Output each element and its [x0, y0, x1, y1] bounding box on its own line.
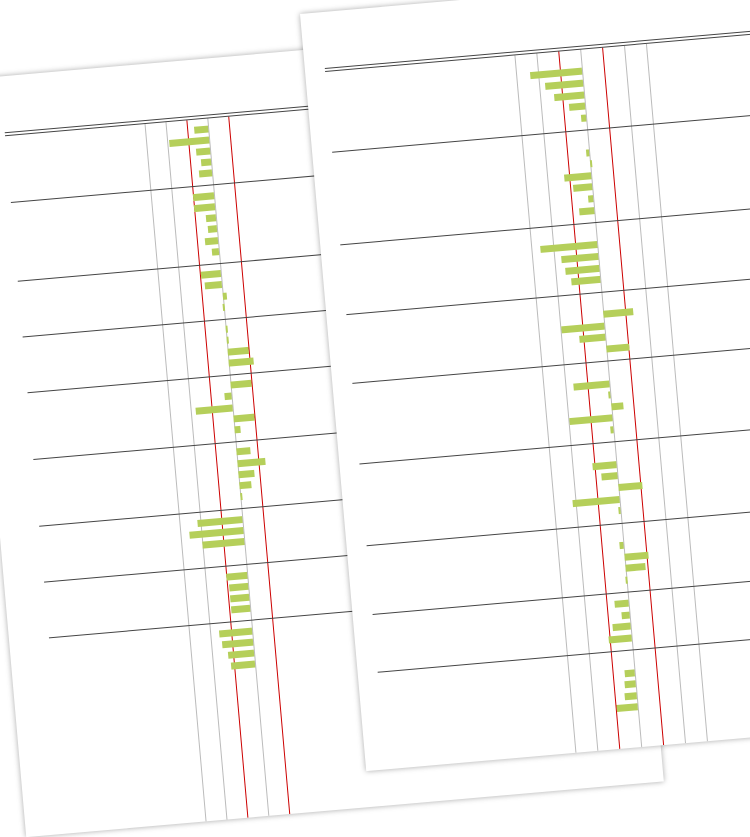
index-bar: [601, 472, 618, 480]
index-bar: [592, 461, 617, 470]
index-bar: [221, 638, 253, 648]
index-bar: [228, 650, 255, 659]
index-bar: [200, 159, 211, 167]
index-bar: [624, 692, 637, 700]
index-bar: [611, 402, 624, 410]
index-bar: [239, 481, 251, 489]
index-bar: [205, 214, 216, 222]
index-bar: [606, 343, 630, 352]
index-bar: [231, 661, 256, 670]
index-bar: [199, 170, 212, 178]
index-bar: [573, 380, 610, 390]
index-bar: [571, 276, 600, 285]
index-bar: [580, 114, 586, 121]
index-bar: [603, 308, 633, 318]
index-bar: [205, 281, 222, 289]
index-bar: [196, 147, 210, 155]
index-bar: [236, 448, 250, 456]
index-bar: [229, 583, 248, 592]
index-bar: [561, 253, 599, 263]
index-bar: [563, 172, 591, 181]
index-bar: [211, 248, 219, 256]
index-bar: [587, 195, 593, 202]
index-bar: [205, 237, 218, 245]
index-bar: [540, 241, 598, 253]
index-bar: [224, 393, 232, 401]
index-bar: [194, 203, 216, 212]
index-bar: [190, 527, 244, 539]
index-bar: [590, 160, 593, 167]
index-bar: [617, 704, 638, 713]
index-bar: [226, 337, 229, 344]
index-bar: [193, 192, 215, 201]
index-bar: [197, 516, 243, 527]
index-bar: [234, 426, 241, 434]
index-bar: [240, 493, 243, 500]
section-rule: [378, 634, 750, 673]
index-bar: [586, 149, 590, 156]
index-bar: [238, 470, 254, 478]
index-bar: [565, 264, 600, 274]
index-bar: [568, 103, 585, 111]
index-bar: [207, 226, 217, 234]
index-bar: [230, 380, 252, 389]
index-bar: [225, 326, 228, 333]
index-bar: [618, 482, 643, 491]
index-bar: [554, 91, 584, 101]
section-rule: [352, 345, 750, 384]
index-bar: [625, 563, 645, 572]
section-rule: [367, 506, 750, 545]
front-sheet: [300, 0, 750, 771]
index-bar: [622, 611, 630, 619]
index-bar: [624, 680, 636, 688]
index-bar: [624, 669, 634, 677]
section-rule: [346, 275, 750, 314]
index-bar: [614, 600, 629, 608]
index-bar: [237, 457, 266, 466]
index-bar: [544, 80, 583, 90]
section-rule: [332, 114, 750, 153]
index-bar: [579, 334, 606, 343]
index-bar: [201, 270, 221, 279]
section-rule: [340, 206, 750, 245]
index-bar: [194, 125, 208, 133]
index-bar: [233, 413, 255, 422]
index-bar: [196, 404, 233, 414]
index-bar: [231, 605, 250, 614]
index-bar: [619, 542, 624, 549]
index-bar: [624, 551, 649, 560]
index-bar: [572, 496, 620, 507]
index-bar: [219, 627, 252, 637]
section-rule: [359, 426, 750, 465]
index-bar: [573, 184, 592, 193]
index-bar: [230, 594, 249, 603]
index-bar: [579, 207, 595, 215]
index-bar: [610, 426, 614, 433]
index-bar: [227, 346, 249, 355]
index-bar: [608, 634, 632, 643]
index-bar: [613, 623, 631, 632]
index-bar: [223, 292, 228, 299]
index-bar: [226, 571, 248, 580]
